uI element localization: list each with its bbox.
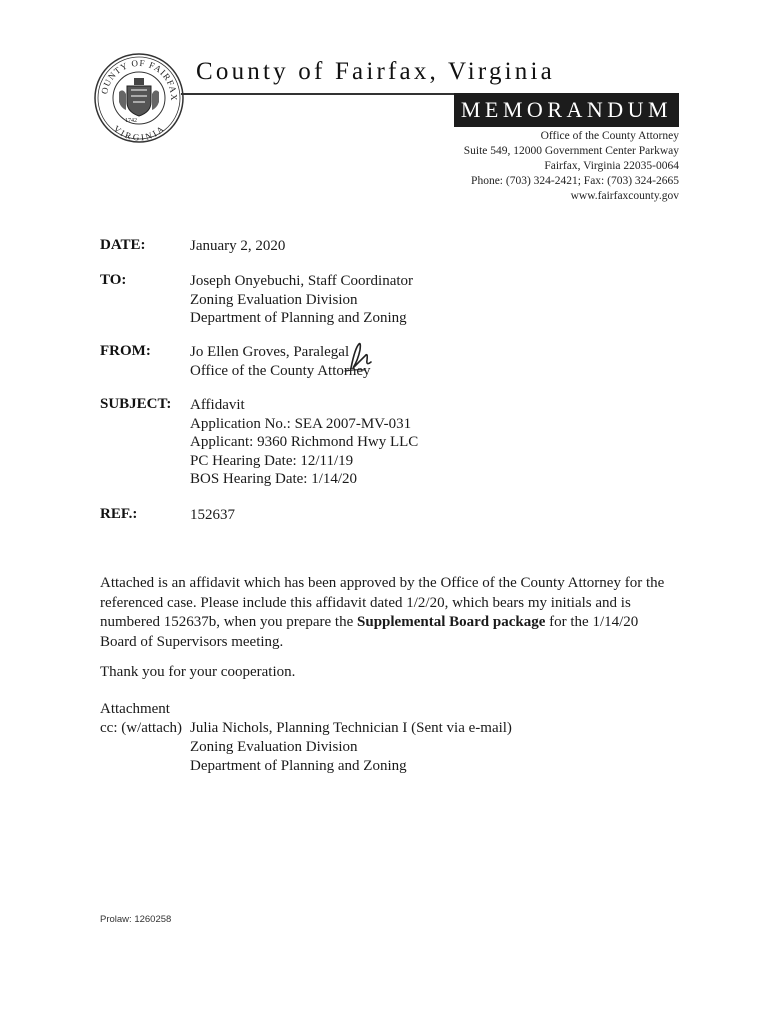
seal-top-text: OUNTY OF FAIRFAX <box>99 57 180 102</box>
office-name: Office of the County Attorney <box>540 130 679 142</box>
from-line: Jo Ellen Groves, Paralegal <box>190 344 350 360</box>
cc-line: Zoning Evaluation Division <box>190 739 358 755</box>
body-line-text: numbered 152637b, when you prepare the <box>100 614 358 630</box>
subject-label: SUBJECT: <box>100 396 172 412</box>
svg-text:VIRGINIA <box>112 123 167 142</box>
cc-line: Department of Planning and Zoning <box>190 758 407 774</box>
cc-line: Julia Nichols, Planning Technician I (Sent via e-mail) <box>190 720 512 736</box>
cc-row <box>100 719 512 738</box>
date-label: DATE: <box>100 237 146 253</box>
memorandum-banner: MEMORANDUM <box>454 93 679 127</box>
date-text: January 2, 2020 <box>190 238 286 254</box>
body-line: Attached is an affidavit which has been approved by the Office of the County Attorney for the <box>100 575 665 591</box>
cc-prefix: cc: (w/attach) <box>100 720 183 736</box>
body-line: referenced case. Please include this affidavit dated 1/2/20, which bears my initials and is <box>100 594 631 611</box>
memo-body-paragraph <box>100 574 680 652</box>
office-address-block <box>464 129 679 204</box>
body-line <box>100 613 680 633</box>
subject-value <box>190 396 418 489</box>
to-line: Zoning Evaluation Division <box>190 291 358 308</box>
date-value <box>190 237 285 256</box>
attachment-label: Attachment <box>100 701 170 717</box>
from-label: FROM: <box>100 343 151 359</box>
prolaw-doc-id: Prolaw: 1260258 <box>100 914 172 925</box>
county-seal <box>93 52 185 144</box>
seal-year: 1742 <box>125 118 137 124</box>
subject-line: Application No.: SEA 2007-MV-031 <box>190 415 412 432</box>
to-line: Department of Planning and Zoning <box>190 310 407 326</box>
to-value <box>190 272 413 328</box>
ref-label: REF.: <box>100 506 138 522</box>
office-website: www.fairfaxcounty.gov <box>570 190 679 202</box>
subject-line: PC Hearing Date: 12/11/19 <box>190 452 354 469</box>
office-phone: Phone: (703) 324-2421; Fax: (703) 324-2665 <box>471 175 679 187</box>
office-street: Suite 549, 12000 Government Center Parkway <box>463 145 679 157</box>
subject-line: BOS Hearing Date: 1/14/20 <box>190 471 358 487</box>
county-title: County of Fairfax, Virginia <box>196 58 555 85</box>
body-line-text: for the 1/14/20 <box>545 614 639 630</box>
handwritten-initials <box>341 338 375 374</box>
thanks-line: Thank you for your cooperation. <box>100 664 296 680</box>
to-label: TO: <box>100 272 127 288</box>
subject-line: Applicant: 9360 Richmond Hwy LLC <box>190 434 419 450</box>
ref-text: 152637 <box>190 507 235 523</box>
to-line: Joseph Onyebuchi, Staff Coordinator <box>190 273 414 289</box>
office-city: Fairfax, Virginia 22035-0064 <box>544 160 679 172</box>
subject-line: Affidavit <box>190 397 245 413</box>
seal-bottom-text: VIRGINIA <box>111 123 167 143</box>
supplemental-board-package-emphasis: Supplemental Board package <box>357 614 546 630</box>
body-line: Board of Supervisors meeting. <box>100 633 284 650</box>
ref-value <box>190 506 235 525</box>
from-line: Office of the County Attorney <box>190 362 371 379</box>
attachment-block <box>100 700 512 776</box>
